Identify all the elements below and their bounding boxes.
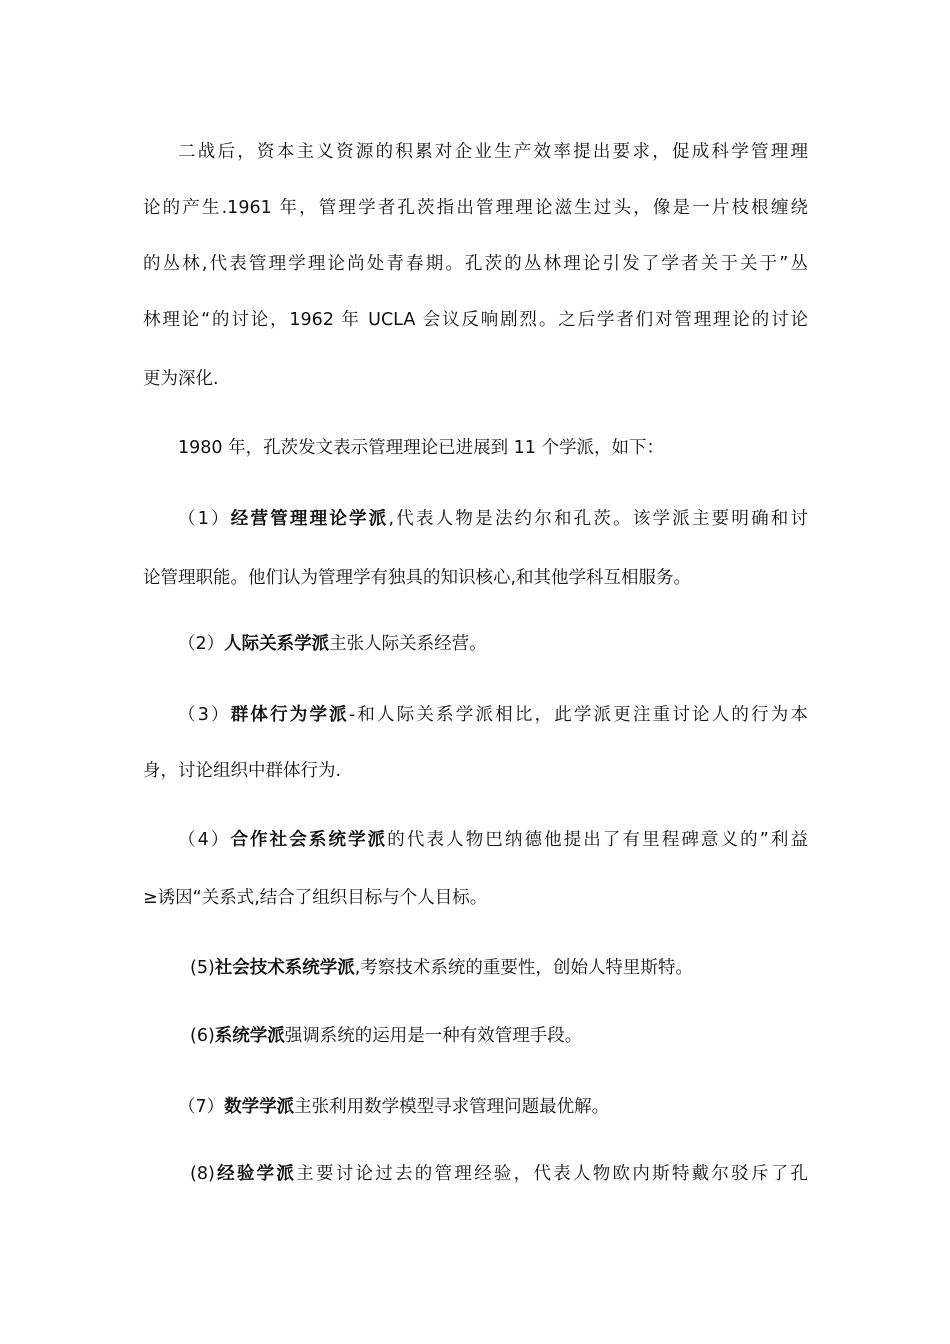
school-name: 数学学派 [224, 1097, 295, 1117]
item-number: (8) [190, 1164, 215, 1184]
paragraph-1-line-1: 二战后，资本主义资源的积累对企业生产效率提出要求，促成科学管理理 [178, 142, 808, 162]
item-text: ,考察技术系统的重要性，创始人特里斯特。 [354, 958, 693, 978]
item-number: (6) [190, 1026, 215, 1046]
list-item-1-line-2: 论管理职能。他们认为管理学有独具的知识核心,和其他学科互相服务。 [143, 568, 692, 588]
school-name: 经验学派 [214, 1164, 297, 1184]
item-text: 的代表人物巴纳德他提出了有里程碑意义的”利益 [387, 830, 808, 850]
school-name: 人际关系学派 [224, 634, 330, 654]
paragraph-1-line-2: 论的产生.1961 年，管理学者孔茨指出管理理论滋生过头，像是一片枝根缠绕 [143, 198, 808, 218]
school-name: 合作社会系统学派 [230, 830, 388, 850]
list-item-7 [178, 1089, 808, 1125]
list-item-6 [190, 1018, 808, 1054]
item-number: （2） [178, 634, 225, 654]
item-text: -和人际关系学派相比，此学派更注重讨论人的行为本 [348, 705, 808, 725]
paragraph-1-line-4: 林理论“的讨论，1962 年 UCLA 会议反响剧烈。之后学者们对管理理论的讨论 [143, 310, 808, 330]
item-text: 强调系统的运用是一种有效管理手段。 [284, 1026, 583, 1046]
list-item-8 [190, 1156, 808, 1192]
paragraph-2: 1980 年，孔茨发文表示管理理论已进展到 11 个学派，如下： [178, 438, 664, 458]
item-number: （7） [178, 1097, 225, 1117]
list-item-4-line-2: ≥诱因“关系式,结合了组织目标与个人目标。 [143, 888, 488, 908]
school-name: 群体行为学派 [230, 705, 349, 725]
paragraph-1-line-5: 更为深化. [143, 369, 219, 389]
item-text: 主要讨论过去的管理经验，代表人物欧内斯特戴尔驳斥了孔 [296, 1164, 808, 1184]
item-text: 主张人际关系经营。 [329, 634, 487, 654]
paragraph-1-line-3: 的丛林,代表管理学理论尚处青春期。孔茨的丛林理论引发了学者关于关于”丛 [143, 254, 808, 274]
item-number: （4） [178, 830, 231, 850]
school-name: 社会技术系统学派 [214, 958, 355, 978]
item-text: 主张利用数学模型寻求管理问题最优解。 [294, 1097, 610, 1117]
school-name: 系统学派 [214, 1026, 285, 1046]
item-text: ,代表人物是法约尔和孔茨。该学派主要明确和讨 [388, 509, 808, 529]
school-name: 经营管理理论学派 [230, 509, 389, 529]
list-item-4 [178, 822, 808, 858]
list-item-3-line-2: 身，讨论组织中群体行为. [143, 761, 342, 781]
list-item-5 [190, 950, 808, 986]
list-item-2 [178, 626, 808, 662]
list-item-3 [178, 697, 808, 733]
item-number: （1） [178, 509, 231, 529]
item-number: （3） [178, 705, 231, 725]
list-item-1 [178, 501, 808, 537]
item-number: (5) [190, 958, 215, 978]
